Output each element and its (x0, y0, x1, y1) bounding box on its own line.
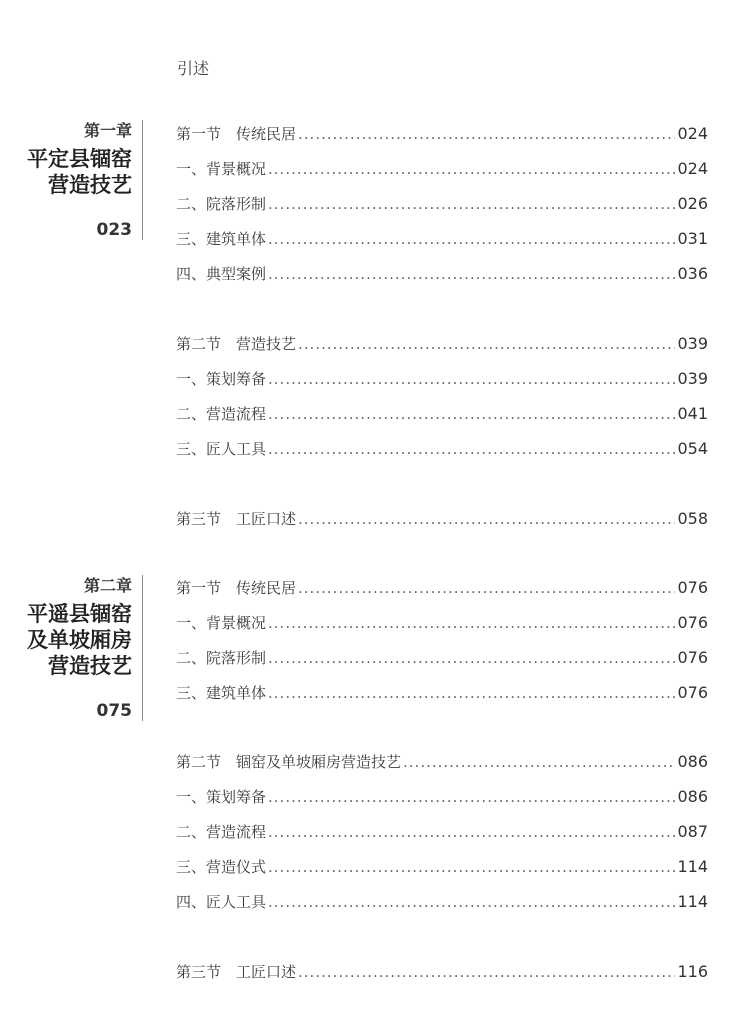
leader-dots (268, 788, 675, 806)
toc-entry[interactable]: 一、策划筹备 ..... 086 (176, 786, 708, 810)
toc-entry[interactable]: 二、营造流程 ..... 041 (176, 403, 708, 427)
intro-heading: 引述 (177, 59, 210, 78)
leader-dots (268, 440, 675, 458)
toc-entry[interactable]: 一、策划筹备 ..... 039 (176, 368, 708, 392)
toc-entry[interactable]: 一、背景概况 ..... 024 (176, 158, 708, 182)
toc-entry[interactable]: 第二节 锢窑及单坡厢房营造技艺 ..... 086 (176, 751, 708, 775)
leader-dots (268, 858, 675, 876)
toc-entry[interactable]: 三、营造仪式 ..... 114 (176, 856, 708, 880)
chapter-2-number: 第二章 (83, 576, 132, 595)
leader-dots (268, 195, 675, 213)
chapter-2-title-line: 及单坡厢房 (27, 628, 132, 652)
toc-entry[interactable]: 一、背景概况 ..... 076 (176, 612, 708, 636)
chapter-2-header (0, 575, 143, 721)
leader-dots (268, 160, 675, 178)
leader-dots (268, 684, 675, 702)
chapter-1-page: 023 (96, 220, 132, 240)
chapter-2-title-line: 平遥县锢窑 (27, 602, 132, 626)
chapter-1-title-line: 营造技艺 (48, 173, 132, 197)
leader-dots (268, 370, 675, 388)
chapter-1-title-line: 平定县锢窑 (27, 147, 132, 171)
chapter-2-title (0, 601, 132, 679)
leader-dots (298, 579, 675, 597)
leader-dots (268, 405, 675, 423)
leader-dots (403, 753, 675, 771)
leader-dots (298, 335, 675, 353)
toc-entry[interactable]: 四、典型案例 ..... 036 (176, 263, 708, 287)
toc-entry[interactable]: 第二节 营造技艺 ..... 039 (176, 333, 708, 357)
leader-dots (298, 963, 675, 981)
toc-entry[interactable]: 第一节 传统民居 ..... 024 (176, 123, 708, 147)
toc-entry[interactable]: 第三节 工匠口述 ..... 116 (176, 961, 708, 985)
leader-dots (268, 265, 675, 283)
toc-entry[interactable]: 四、匠人工具 ..... 114 (176, 891, 708, 915)
toc-entry[interactable]: 二、院落形制 ..... 076 (176, 647, 708, 671)
toc-entry[interactable]: 第一节 传统民居 ..... 076 (176, 577, 708, 601)
leader-dots (268, 893, 675, 911)
toc-entry[interactable]: 三、匠人工具 ..... 054 (176, 438, 708, 462)
leader-dots (268, 614, 675, 632)
chapter-1-header (0, 120, 143, 240)
chapter-2-title-line: 营造技艺 (48, 654, 132, 678)
toc-entry[interactable]: 二、营造流程 ..... 087 (176, 821, 708, 845)
leader-dots (298, 510, 675, 528)
toc-entry[interactable]: 三、建筑单体 ..... 076 (176, 682, 708, 706)
toc-entry[interactable]: 第三节 工匠口述 ..... 058 (176, 508, 708, 532)
toc-entry[interactable]: 二、院落形制 ..... 026 (176, 193, 708, 217)
chapter-2-page: 075 (96, 701, 132, 721)
leader-dots (268, 823, 675, 841)
chapter-1-title (0, 146, 132, 198)
leader-dots (298, 125, 675, 143)
chapter-1-number: 第一章 (83, 121, 132, 140)
leader-dots (268, 649, 675, 667)
leader-dots (268, 230, 675, 248)
toc-entry[interactable]: 三、建筑单体 ..... 031 (176, 228, 708, 252)
